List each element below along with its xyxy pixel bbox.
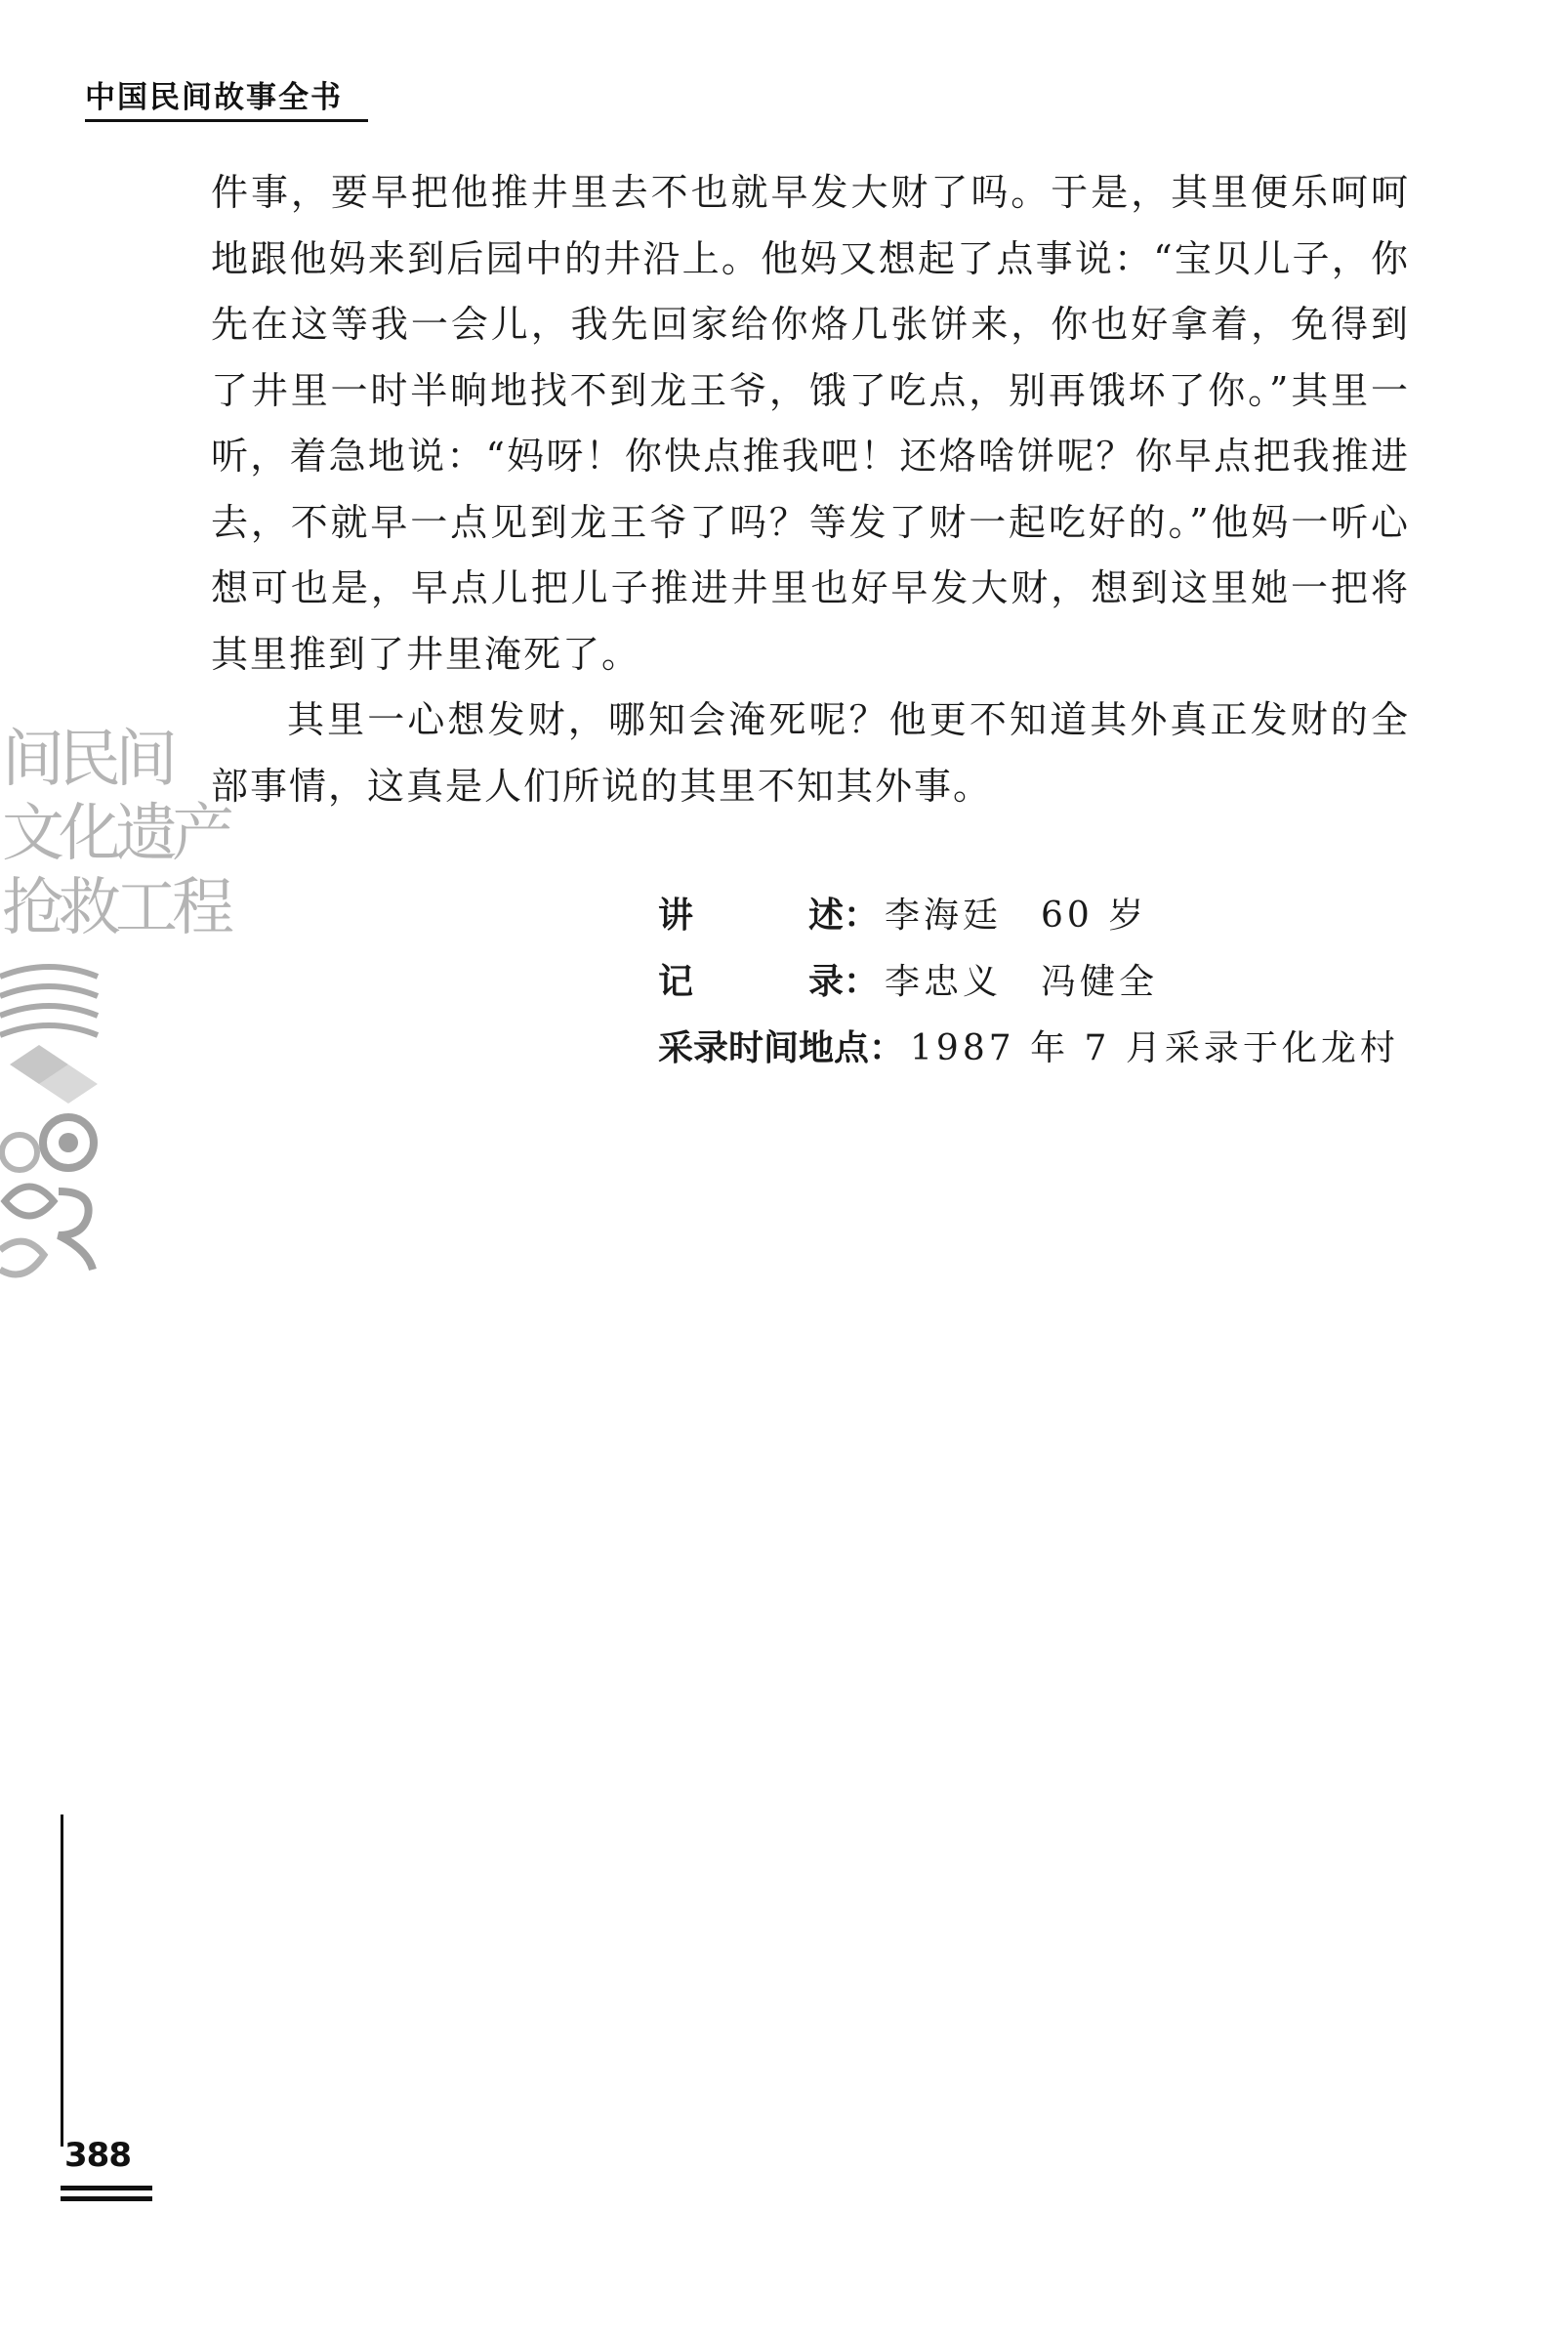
narrator-credit: [658, 883, 1439, 949]
time-place-label: 采录时间地点: [658, 1028, 870, 1068]
credit-colon: ：: [844, 896, 880, 936]
ornament-line: 间民间: [2, 724, 172, 796]
ornament-line: 抢救工程: [2, 872, 228, 944]
folio-bars: [61, 2186, 152, 2207]
credit-colon: ：: [869, 1028, 905, 1068]
folio-bar: [61, 2196, 152, 2201]
narrator-label: 讲述: [658, 896, 844, 936]
folio-bar: [61, 2186, 152, 2190]
credits-block: [658, 883, 1439, 1082]
narrator-value: 李海廷 60 岁: [885, 896, 1148, 936]
page-number: 388: [64, 2136, 131, 2175]
time-place-credit: [658, 1016, 1439, 1082]
margin-rule: [61, 1815, 63, 2147]
body-paragraph: 件事，要早把他推井里去不也就早发大财了吗。于是，其里便乐呵呵地跟他妈来到后园中的井沿上。他妈又想起了点事说：“宝贝儿子，你先在这等我一会儿，我先回家给你烙几张饼来，你也好拿着，免得到了井里一时半晌地找不到龙王爷，饿了吃点，别再饿坏了你。”其里一听，着急地说：“妈呀！你快点推我吧！还烙啥饼呢？你早点把我推进去，不就早一点见到龙王爷了吗？等发了财一起吃好的。”他妈一听心想可也是，早点儿把儿子推进井里也好早发大财，想到这里她一把将其里推到了井里淹死了。: [211, 171, 1410, 676]
running-title: 中国民间故事全书: [85, 80, 343, 115]
ornament-line: 文化遗产: [2, 798, 228, 870]
recorder-credit: [658, 949, 1439, 1016]
side-ornament-logo: [0, 723, 228, 1289]
ornament-text: [2, 723, 228, 945]
header-rule: [85, 119, 368, 122]
story-body: [211, 160, 1410, 819]
recorder-value: 李忠义 冯健全: [885, 962, 1159, 1002]
credit-colon: ：: [844, 962, 880, 1002]
recorder-label: 记录: [658, 962, 844, 1002]
ornament-pattern-icon: [0, 957, 100, 1299]
time-place-value: 1987 年 7 月采录于化龙村: [910, 1028, 1399, 1068]
body-paragraph: 其里一心想发财，哪知会淹死呢？他更不知道其外真正发财的全部事情，这真是人们所说的其里不知其外事。: [211, 698, 1410, 808]
